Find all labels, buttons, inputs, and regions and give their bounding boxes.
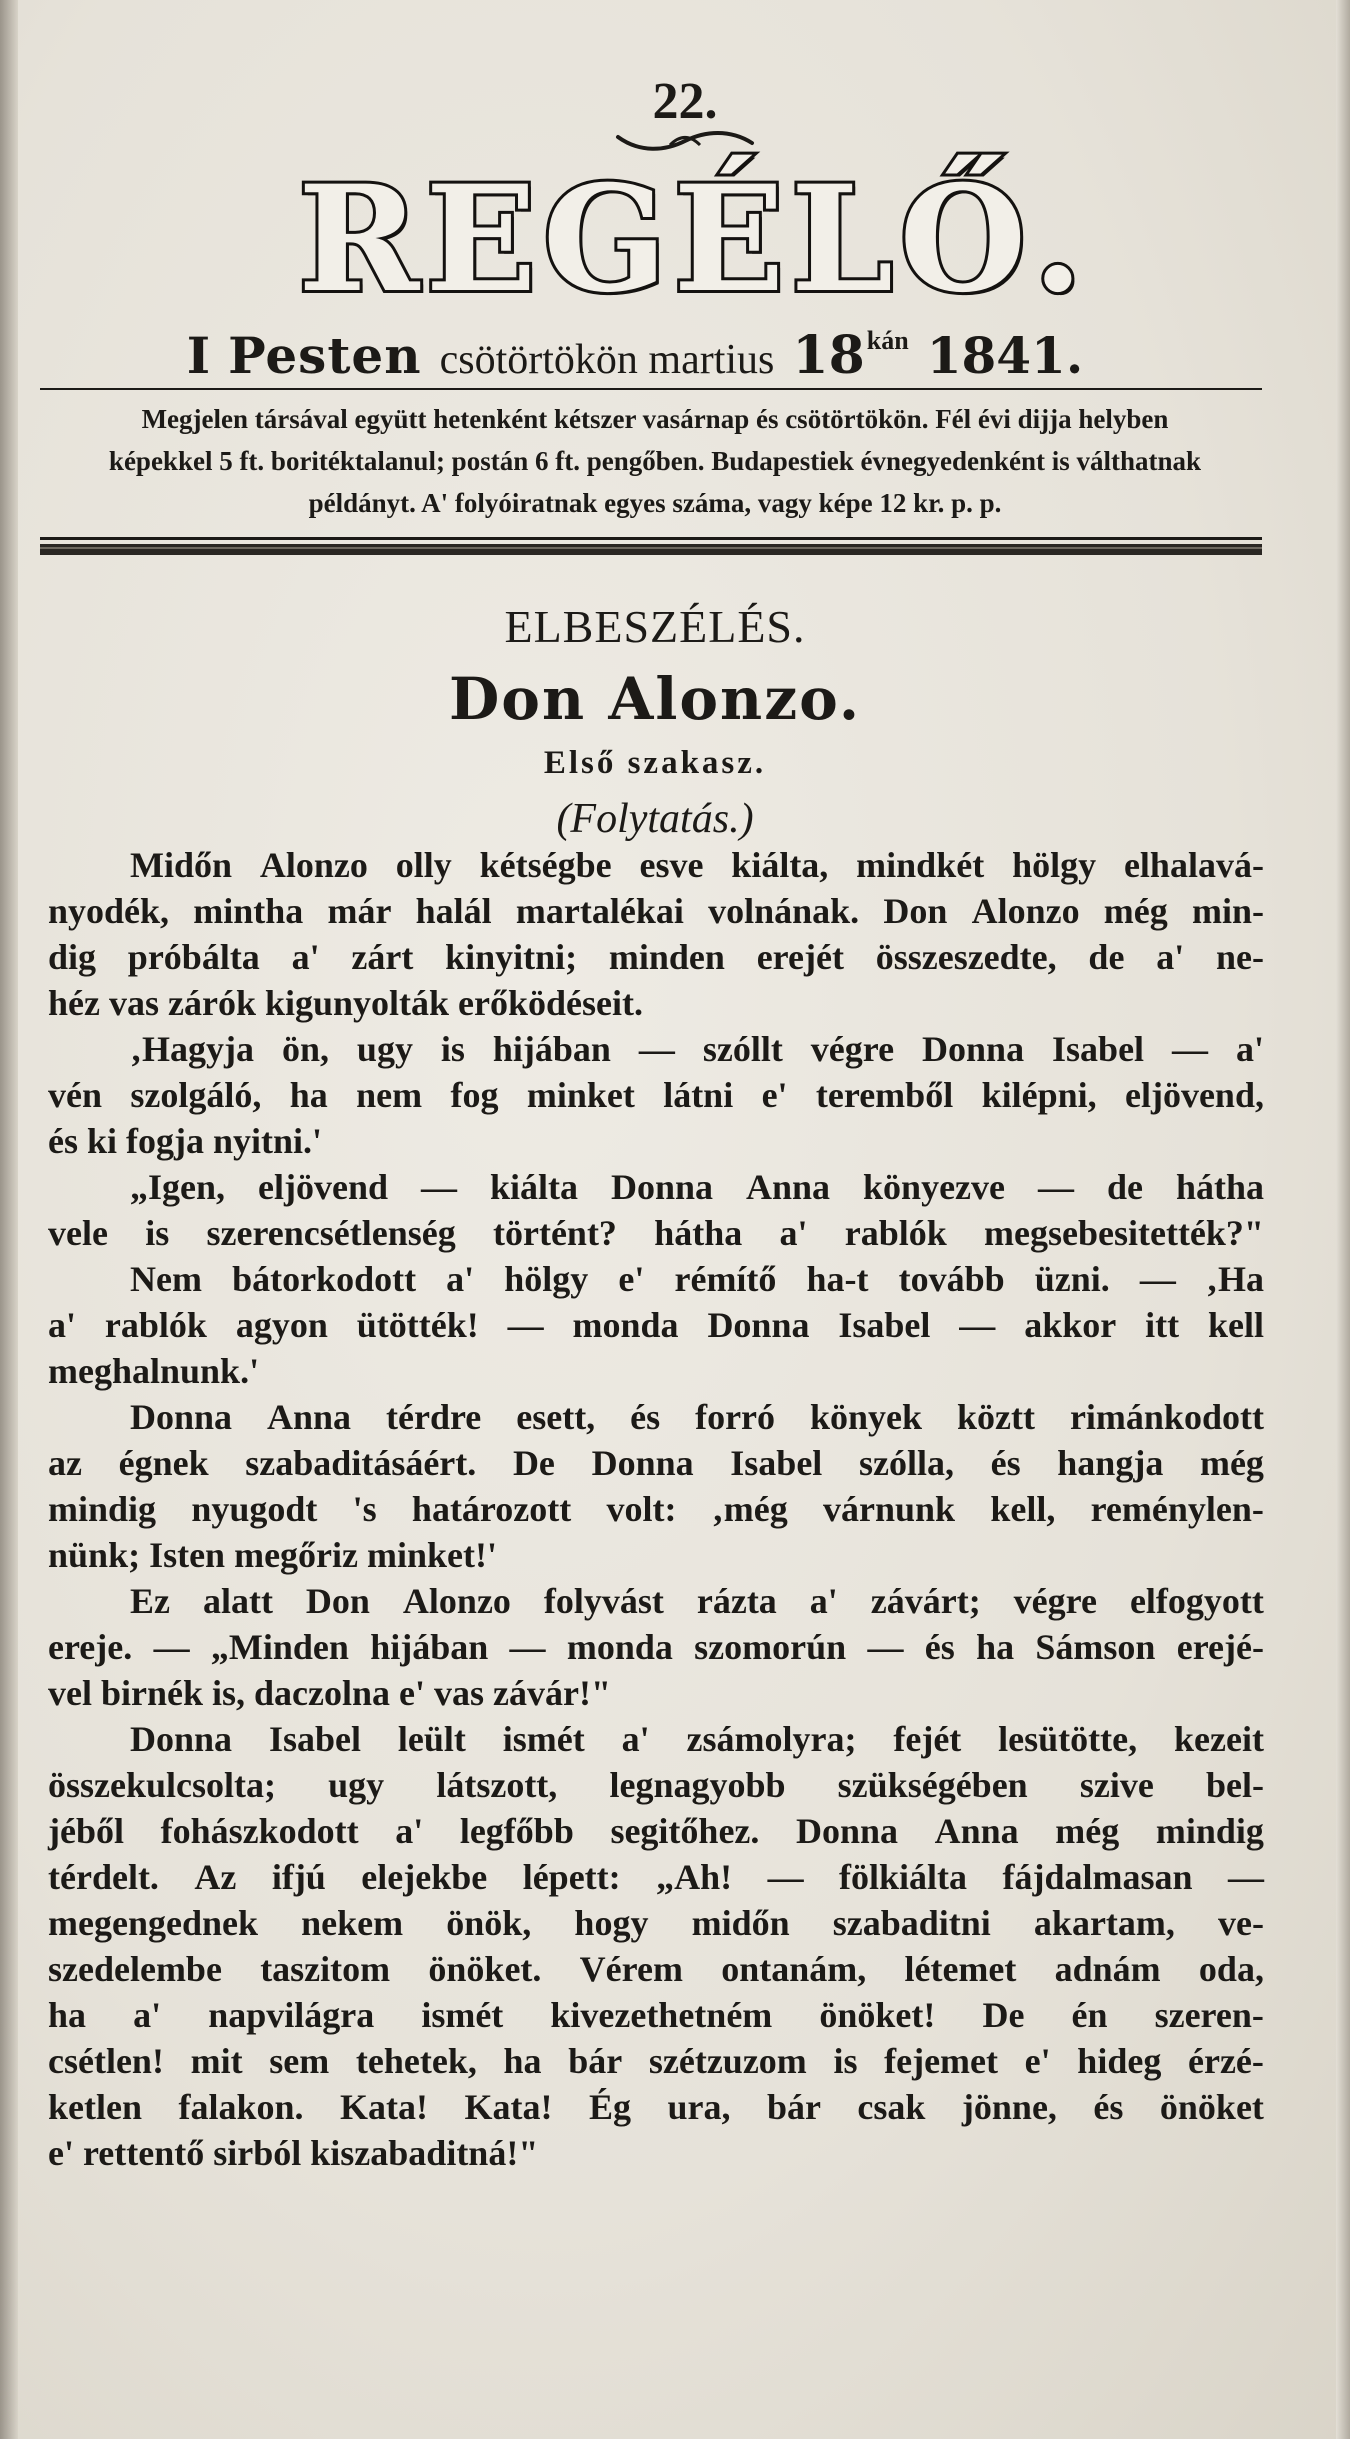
masthead-title: REGÉLŐ. bbox=[298, 154, 1090, 325]
body-line: szedelembe taszitom önöket. Vérem ontanám, létemet adnám oda, bbox=[48, 1949, 1264, 1989]
body-line: és ki fogja nyitni.' bbox=[48, 1121, 323, 1161]
body-line: Donna Isabel leült ismét a' zsámolyra; fejét lesütötte, kezeit bbox=[130, 1719, 1264, 1759]
body-line: ‚Hagyja ön, ugy is hijában — szóllt végre Donna Isabel — a' bbox=[130, 1029, 1264, 1069]
dateline-place: Pesten bbox=[228, 326, 422, 385]
article-subtitle: Első szakasz. bbox=[543, 745, 767, 781]
body-line: ketlen falakon. Kata! Kata! Ég ura, bár csak jönne, és önöket bbox=[48, 2087, 1264, 2127]
body-line: Donna Anna térdre esett, és forró könyek köztt rimánkodott bbox=[130, 1397, 1264, 1437]
body-line: dig próbálta a' zárt kinyitni; minden erejét összeszedte, de a' ne- bbox=[48, 937, 1264, 977]
issue-number: 22. bbox=[652, 73, 718, 130]
dateline-day: 18 bbox=[792, 325, 865, 386]
rule-under-dateline bbox=[40, 388, 1262, 390]
body-line: e' rettentő sirból kiszabaditná!" bbox=[48, 2133, 539, 2173]
subscription-notice bbox=[40, 398, 1270, 524]
body-line: összekulcsolta; ugy látszott, legnagyobb szükségében szive bel- bbox=[48, 1765, 1264, 1805]
body-line: mindig nyugodt 's határozott volt: ‚még várnunk kell, reménylen- bbox=[48, 1489, 1264, 1529]
body-line: megengednek nekem önök, hogy midőn szabaditni akartam, ve- bbox=[48, 1903, 1264, 1943]
body-line: vele is szerencsétlenség történt? hátha a' rablók megsebesitették?" bbox=[48, 1213, 1264, 1253]
body-line: a' rablók agyon ütötték! — monda Donna Isabel — akkor itt kell bbox=[48, 1305, 1264, 1345]
body-line: az égnek szabaditásáért. De Donna Isabel szólla, és hangja még bbox=[48, 1443, 1264, 1483]
body-line: Midőn Alonzo olly kétségbe esve kiálta, mindkét hölgy elhalavá- bbox=[130, 845, 1264, 885]
notice-line: Megjelen társával együtt hetenként kétszer vasárnap és csötörtökön. Fél évi dijja helyben bbox=[141, 404, 1169, 434]
body-line: vel birnék is, daczolna e' vas závár!" bbox=[48, 1673, 611, 1713]
dateline bbox=[20, 325, 1250, 385]
notice-line: képekkel 5 ft. boritéktalanul; postán 6 ft. pengőben. Budapestiek évnegyedenként is válthatnak bbox=[108, 446, 1202, 476]
body-line: nünk; Isten megőriz minket!' bbox=[48, 1535, 497, 1575]
section-heading: ELBESZÉLÉS. bbox=[504, 601, 806, 652]
continuation-note: (Folytatás.) bbox=[556, 796, 754, 842]
body-line: héz vas zárók kigunyolták erőködéseit. bbox=[48, 983, 644, 1023]
body-line: Nem bátorkodott a' hölgy e' rémítő ha-t tovább üzni. — ‚Ha bbox=[130, 1259, 1264, 1299]
body-line: nyodék, mintha már halál martalékai volnának. Don Alonzo még min- bbox=[48, 891, 1264, 931]
body-line: jéből fohászkodott a' legfőbb segitőhez. Donna Anna még mindig bbox=[48, 1811, 1264, 1851]
body-line: térdelt. Az ifjú elejekbe lépett: „Ah! — fölkiálta fájdalmasan — bbox=[48, 1857, 1264, 1897]
ornament-swash-icon bbox=[610, 125, 760, 155]
page-edge-shadow-left bbox=[0, 0, 18, 2439]
body-line: „Igen, eljövend — kiálta Donna Anna könyezve — de hátha bbox=[130, 1167, 1264, 1207]
body-line: meghalnunk.' bbox=[48, 1351, 260, 1391]
decorative-double-rule bbox=[40, 535, 1262, 559]
body-line: vén szolgáló, ha nem fog minket látni e' teremből kilépni, eljövend, bbox=[48, 1075, 1264, 1115]
notice-line: példányt. A' folyóiratnak egyes száma, vagy képe 12 kr. p. p. bbox=[308, 488, 1002, 518]
article-title: Don Alonzo. bbox=[448, 665, 862, 733]
masthead bbox=[298, 154, 1090, 325]
dateline-year: 1841. bbox=[926, 326, 1084, 385]
page-edge-shadow-right bbox=[1336, 0, 1350, 2439]
dateline-text: csötörtökön martius bbox=[439, 337, 775, 383]
body-line: ereje. — „Minden hijában — monda szomorún — és ha Sámson erejé- bbox=[48, 1627, 1264, 1667]
dateline-day-group bbox=[792, 325, 908, 386]
body-line: Ez alatt Don Alonzo folyvást rázta a' závárt; végre elfogyott bbox=[130, 1581, 1264, 1621]
dateline-bar: I bbox=[186, 326, 211, 385]
body-line: csétlen! mit sem tehetek, ha bár szétzuzom is fejemet e' hideg érzé- bbox=[48, 2041, 1264, 2081]
dateline-day-suffix: kán bbox=[866, 326, 909, 355]
body-line: ha a' napvilágra ismét kivezethetném önöket! De én szeren- bbox=[48, 1995, 1264, 2035]
